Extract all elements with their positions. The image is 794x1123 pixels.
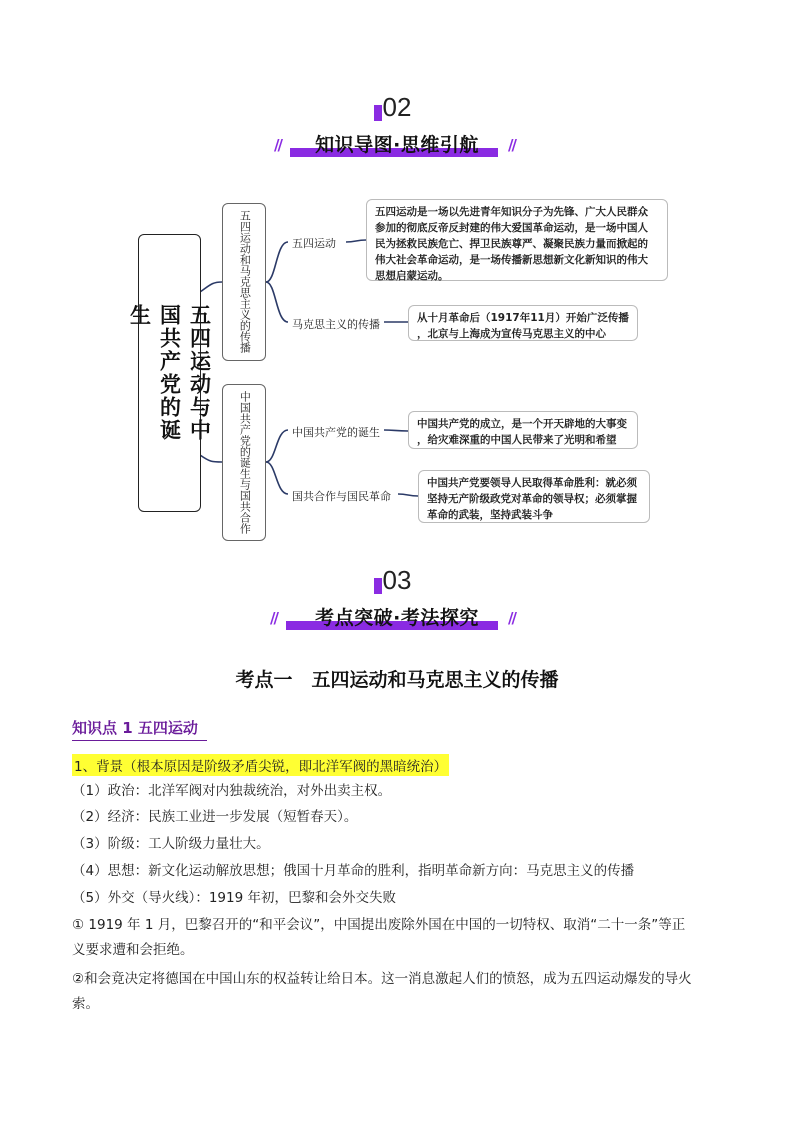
desc-line: 民为拯救民族危亡、捍卫民族尊严、凝聚民族力量而掀起的 [375,238,648,250]
section-2-number: 02 [0,92,794,123]
root-label: 五四运动与中国共产党的诞生 [127,304,212,442]
leaf-may-fourth: 五四运动 [292,237,336,250]
paragraph-line: ① 1919 年 1 月，巴黎召开的“和平会议”，中国提出废除外国在中国的一切特权、取消“二十一条”等正 [72,917,686,933]
desc-line: 革命的武装，坚持武装斗争 [427,509,553,521]
body-line-2: （2）经济：民族工业进一步发展（短暂春天）。 [72,809,358,825]
desc-line: 从十月革命后（1917年11月）开始广泛传播 [417,312,629,324]
desc-line: 坚持无产阶级政党对革命的领导权；必须掌握 [427,493,637,505]
branch-1-box [222,203,266,361]
paragraph-line: 义要求遭和会拒绝。 [72,942,194,958]
desc-marxism-spread [408,305,638,341]
paragraph-1 [72,913,722,963]
paragraph-line: 索。 [72,996,99,1012]
branch-1-label: 五四运动和马克思主义的传播 [238,210,252,353]
knowledge-point-label: 知识点 1 五四运动 [72,719,198,737]
leaf-marxism-spread: 马克思主义的传播 [292,318,380,331]
desc-line: 参加的彻底反帝反封建的伟大爱国革命运动，是一场中国人 [375,222,648,234]
body-line-3: （3）阶级：工人阶级力量壮大。 [72,836,270,852]
paragraph-line: ②和会竟决定将德国在中国山东的权益转让给日本。这一消息激起人们的愤怒，成为五四运动爆发的导火 [72,971,692,987]
section-3-number: 03 [0,565,794,596]
branch-2-box [222,384,266,541]
slash-decoration-right: // [508,609,515,627]
background-heading: 1、背景（根本原因是阶级矛盾尖锐，即北洋军阀的黑暗统治） [72,754,449,776]
section-3-header [0,601,794,635]
desc-ccp-founding [408,411,638,449]
desc-line: 中国共产党的成立，是一个开天辟地的大事变 [417,418,627,430]
desc-line: 伟大社会革命运动，是一场传播新思想新文化新知识的伟大 [375,254,648,266]
mind-map-root [127,234,212,512]
desc-may-fourth [366,199,668,281]
section-2-title: 知识导图·思维引航 [315,134,479,156]
body-line-5: （5）外交（导火线）：1919 年初，巴黎和会外交失败 [72,890,396,906]
knowledge-point-underline [72,740,207,741]
accent-bar [374,578,382,594]
body-line-4: （4）思想：新文化运动解放思想；俄国十月革命的胜利，指明革命新方向：马克思主义的传播 [72,863,635,879]
desc-line: 思想启蒙运动。 [375,270,449,282]
branch-2-label: 中国共产党的诞生与国共合作 [238,391,252,534]
slash-decoration-left: // [270,609,277,627]
exam-point-heading: 考点一 五四运动和马克思主义的传播 [235,669,559,691]
desc-kmt-ccp-cooperation [418,470,650,523]
section-3-title: 考点突破·考法探究 [315,607,479,629]
slash-decoration-right: // [508,136,515,154]
slash-decoration-left: // [274,136,281,154]
leaf-kmt-ccp-cooperation: 国共合作与国民革命 [292,490,391,503]
body-line-1: （1）政治：北洋军阀对内独裁统治，对外出卖主权。 [72,783,392,799]
leaf-ccp-founding: 中国共产党的诞生 [292,426,380,439]
desc-line: 中国共产党要领导人民取得革命胜利：就必须 [427,477,637,489]
desc-line: ，北京与上海成为宣传马克思主义的中心 [417,328,606,340]
paragraph-2 [72,967,722,1017]
desc-line: ，给灾难深重的中国人民带来了光明和希望 [417,434,617,446]
desc-line: 五四运动是一场以先进青年知识分子为先锋、广大人民群众 [375,206,648,218]
